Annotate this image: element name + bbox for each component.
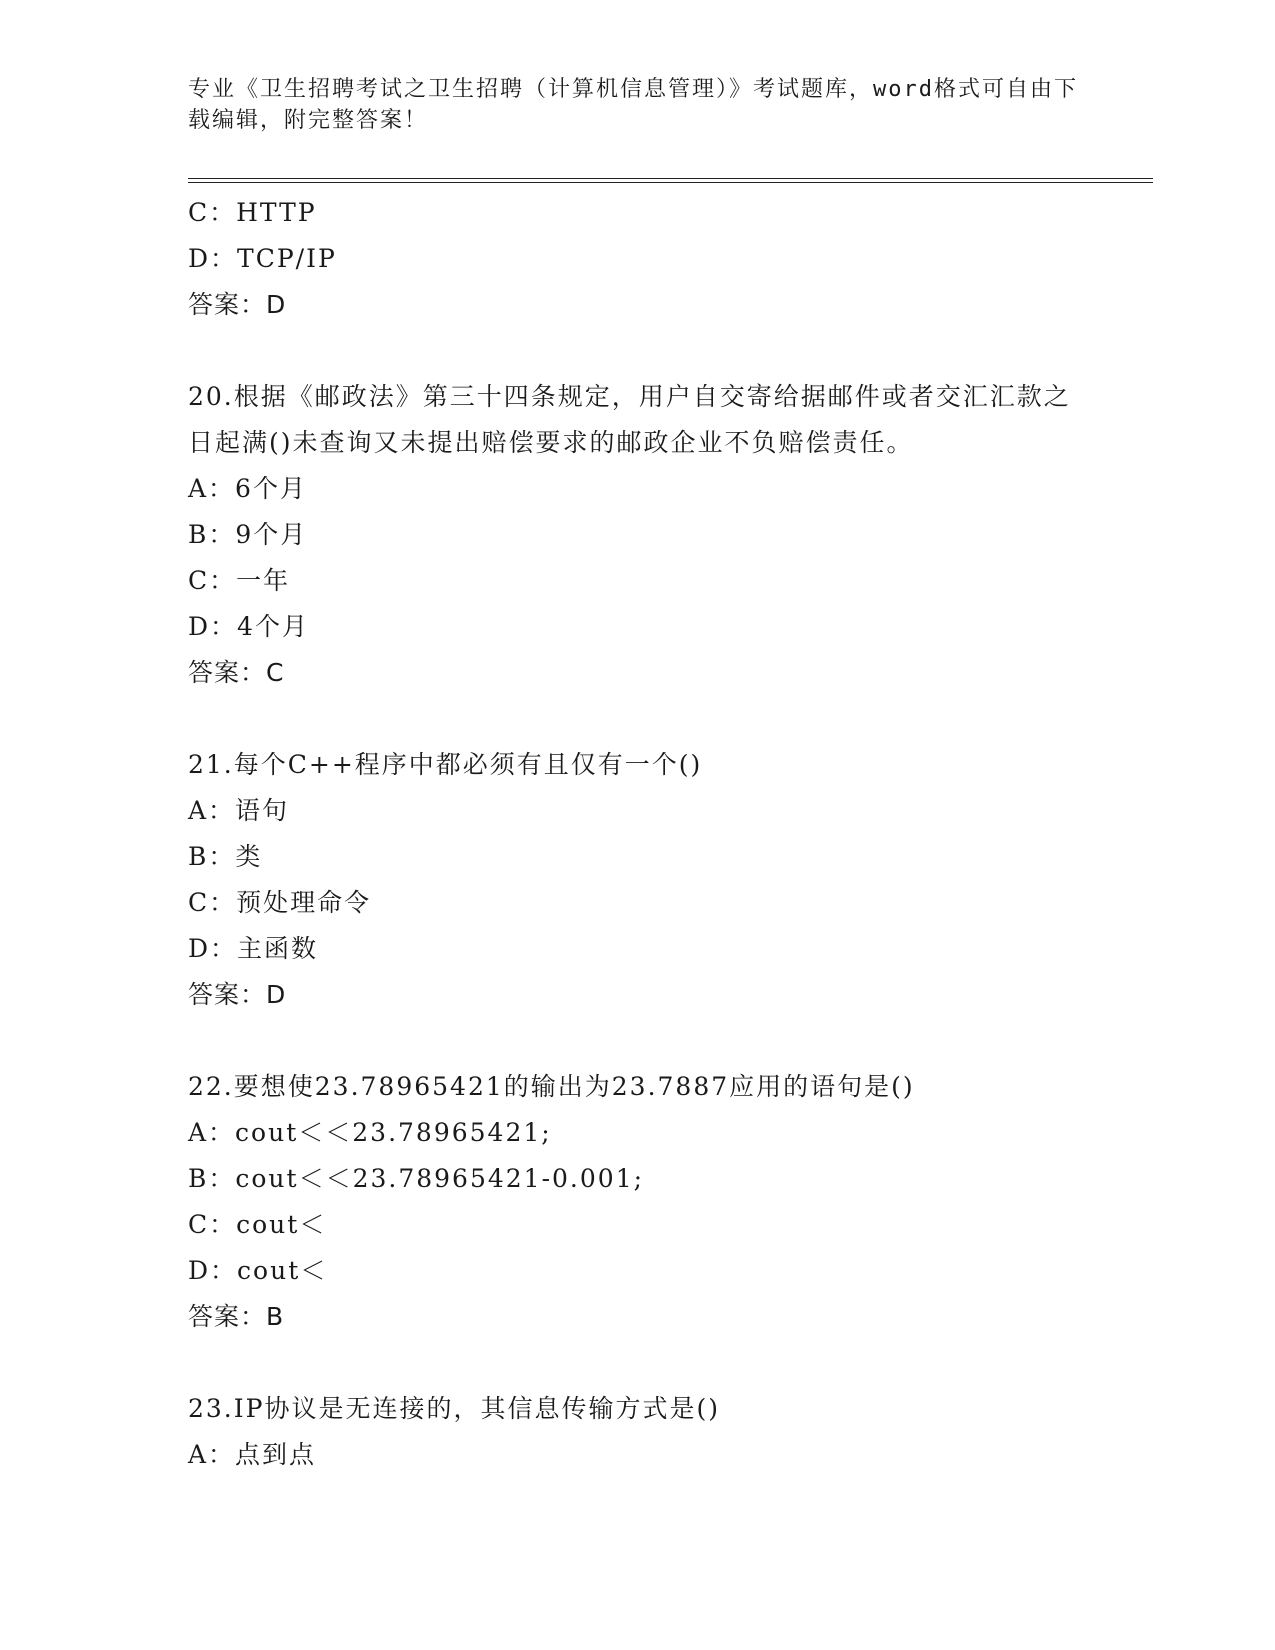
question-19-continued xyxy=(188,190,1108,328)
answer: 答案：D xyxy=(188,290,287,319)
option-b: B：cout＜＜23.78965421-0.001; xyxy=(188,1164,645,1193)
option-a: A：cout＜＜23.78965421; xyxy=(188,1118,552,1147)
option-c: C：一年 xyxy=(188,566,291,595)
option-c: C：HTTP xyxy=(188,198,317,227)
answer: 答案：D xyxy=(188,980,287,1009)
question-text: 20.根据《邮政法》第三十四条规定，用户自交寄给据邮件或者交汇汇款之日起满()未查询又未提出赔偿要求的邮政企业不负赔偿责任。 xyxy=(188,382,1071,457)
question-text: 22.要想使23.78965421的输出为23.7887应用的语句是() xyxy=(188,1072,915,1101)
option-b: B：9个月 xyxy=(188,520,308,549)
page-header: 专业《卫生招聘考试之卫生招聘（计算机信息管理）》考试题库，word格式可自由下载编辑，附完整答案！ xyxy=(188,77,1078,133)
question-list xyxy=(188,190,1108,1524)
option-c: C：预处理命令 xyxy=(188,888,372,917)
option-b: B：类 xyxy=(188,842,263,871)
option-d: D：主函数 xyxy=(188,934,319,963)
option-a: A：点到点 xyxy=(188,1440,317,1469)
option-c: C：cout＜ xyxy=(188,1210,327,1239)
question-23 xyxy=(188,1386,1108,1478)
option-d: D：cout＜ xyxy=(188,1256,328,1285)
question-20 xyxy=(188,374,1108,696)
question-text: 23.IP协议是无连接的，其信息传输方式是() xyxy=(188,1394,720,1423)
answer: 答案：B xyxy=(188,1302,285,1331)
option-a: A：6个月 xyxy=(188,474,307,503)
question-21 xyxy=(188,742,1108,1018)
question-22 xyxy=(188,1064,1108,1340)
header-rule-bottom xyxy=(188,182,1153,183)
header-rule-top xyxy=(188,178,1153,179)
answer: 答案：C xyxy=(188,658,285,687)
question-text: 21.每个C++程序中都必须有且仅有一个() xyxy=(188,750,703,779)
option-d: D：TCP/IP xyxy=(188,244,337,273)
option-a: A：语句 xyxy=(188,796,290,825)
option-d: D：4个月 xyxy=(188,612,309,641)
